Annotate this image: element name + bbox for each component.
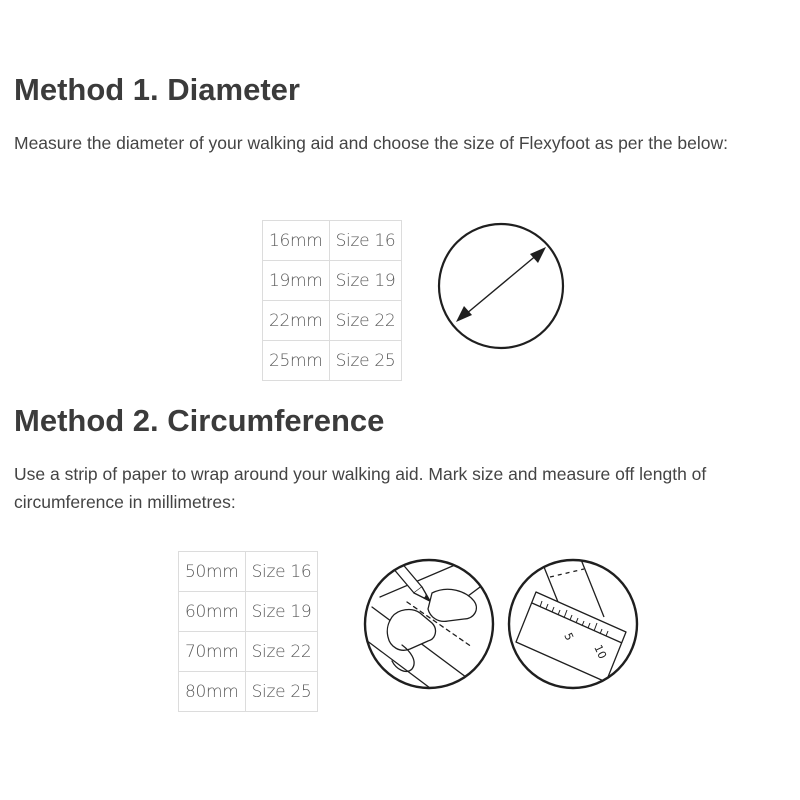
measure-cell: 60mm [179, 592, 246, 632]
size-cell: Size 25 [245, 672, 318, 712]
size-cell: Size 19 [329, 261, 402, 301]
measure-cell: 80mm [179, 672, 246, 712]
table-row [179, 552, 318, 592]
size-cell: Size 16 [329, 221, 402, 261]
size-cell: Size 16 [245, 552, 318, 592]
table-row [179, 592, 318, 632]
ruler-label-10: 10 [591, 642, 609, 661]
measure-cell: 22mm [263, 301, 330, 341]
measure-cell: 16mm [263, 221, 330, 261]
size-cell: Size 22 [245, 632, 318, 672]
measure-cell: 50mm [179, 552, 246, 592]
method2-description: Use a strip of paper to wrap around your walking aid. Mark size and measure off length of circumference in millimetres: [14, 464, 707, 512]
table-row [263, 301, 402, 341]
measure-cell: 70mm [179, 632, 246, 672]
table-row [179, 632, 318, 672]
method1-description: Measure the diameter of your walking aid and choose the size of Flexyfoot as per the below: [14, 133, 729, 153]
size-cell: Size 25 [329, 341, 402, 381]
method1-heading: Method 1. Diameter [14, 72, 300, 107]
measure-cell: 19mm [263, 261, 330, 301]
diameter-size-table [262, 220, 402, 381]
size-cell: Size 19 [245, 592, 318, 632]
table-row [263, 261, 402, 301]
circle-diameter-arrow-icon [436, 221, 566, 351]
table-row [263, 221, 402, 261]
method2-heading: Method 2. Circumference [14, 403, 385, 438]
measure-cell: 25mm [263, 341, 330, 381]
ruler-label-5: 5 [561, 630, 577, 643]
table-row [179, 672, 318, 712]
ruler-measure-icon [506, 557, 640, 691]
circumference-size-table [178, 551, 318, 712]
table-row [263, 341, 402, 381]
hand-marking-paper-icon [362, 557, 496, 691]
size-cell: Size 22 [329, 301, 402, 341]
